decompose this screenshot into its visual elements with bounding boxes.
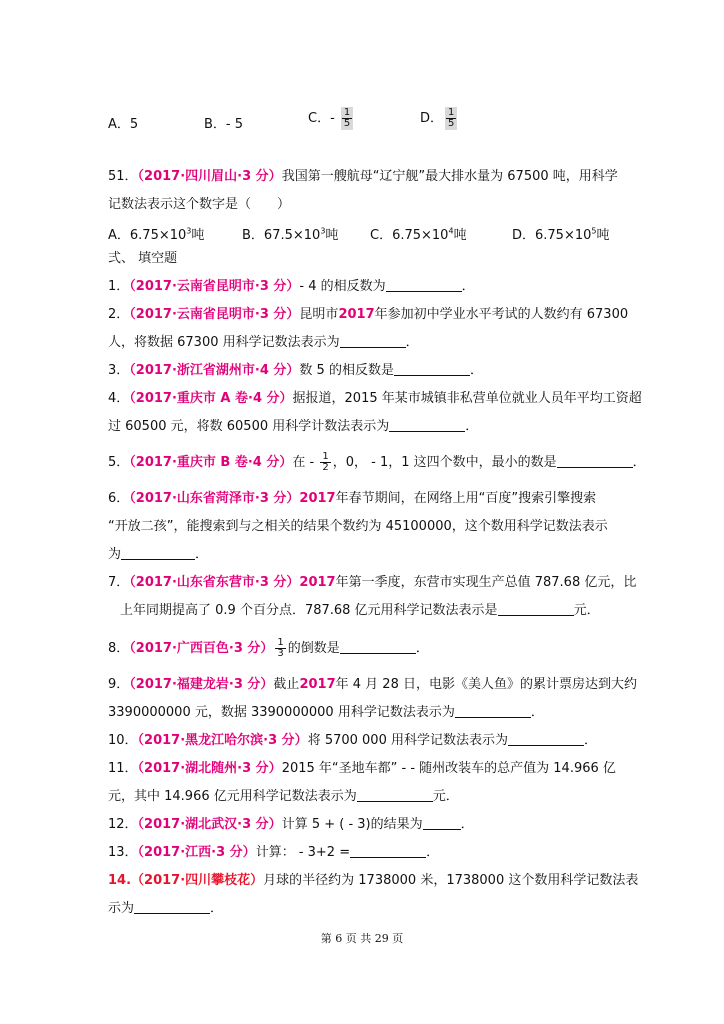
source-tag: （2017·重庆市 A 卷·4 分）	[129, 391, 293, 406]
source-tag: （2017·重庆市 B 卷·4 分）	[129, 455, 293, 470]
source-tag: （2017·黑龙江哈尔滨·3 分）	[137, 733, 308, 748]
item-13: 13．（2017·江西·3 分）计算： - 3+2 = ．	[108, 845, 440, 860]
answer-blank[interactable]	[121, 546, 195, 560]
answer-blank[interactable]	[357, 788, 433, 802]
item-9-line2: 3390000000 元，数据 3390000000 用科学记数法表示为 ．	[108, 705, 544, 720]
page-footer: 第 6 页 共 29 页	[320, 932, 404, 945]
item-10: 10．（2017·黑龙江哈尔滨·3 分）将 5700 000 用科学记数法表示为 ．	[108, 733, 597, 748]
source-tag: （2017·浙江省湖州市·4 分）	[129, 363, 300, 378]
answer-blank[interactable]	[389, 418, 465, 432]
fraction-denominator: 5	[343, 118, 351, 129]
item-4-line2: 过 60500 元，将数 60500 用科学计数法表示为 ．	[108, 419, 479, 434]
q51-option-a: A．$6.75\times 10^3$吨	[108, 226, 205, 243]
answer-blank[interactable]	[386, 278, 462, 292]
answer-blank[interactable]	[340, 334, 406, 348]
fraction-numerator: 1	[343, 107, 351, 118]
q51-option-c: C．$6.75\times 10^4$吨	[370, 226, 467, 243]
item-12: 12．（2017·湖北武汉·3 分）计算 5 + ( - 3)的结果为 ．	[108, 817, 474, 832]
answer-blank[interactable]	[134, 900, 210, 914]
option-d-prefix: D．	[420, 111, 444, 126]
q51-option-b: B．$67.5\times 10^3$吨	[242, 226, 339, 243]
item-7-line1: 7．（2017·山东省东营市·3 分）2017年第一季度，东营市实现生产总值 787.68 亿元，比	[108, 575, 637, 590]
item-6-line1: 6．（2017·山东省菏泽市·3 分）2017年春节期间，在网络上用“百度”搜索引擎搜索	[108, 491, 597, 506]
highlight-year: 2017	[338, 307, 375, 322]
item-2-line1: 2．（2017·云南省昆明市·3 分）昆明市2017年参加初中学业水平考试的人数约有 67300	[108, 307, 629, 322]
source-tag: （2017·湖北随州·3 分）	[137, 761, 282, 776]
source-tag: （2017·广西百色·3 分）	[129, 641, 274, 656]
source-tag: （2017·云南省昆明市·3 分）	[129, 307, 300, 322]
source-tag: （2017·山东省菏泽市·3 分）	[129, 491, 300, 506]
item-2-line2: 人，将数据 67300 用科学记数法表示为 ．	[108, 335, 419, 350]
option-c-prefix: C．-	[308, 111, 339, 126]
item-7-line2: 上年同期提高了 0.9 个百分点．787.68 亿元用科学记数法表示是 元．	[120, 603, 600, 618]
source-tag: 14.（2017·四川攀枝花）	[108, 873, 264, 888]
highlight-year: 2017	[299, 491, 336, 506]
item-14-line2: 示为 ．	[108, 901, 224, 916]
q51-option-d: D．$6.75\times 10^5$吨	[512, 226, 610, 243]
highlight-year: 2017	[299, 575, 336, 590]
item-9-line1: 9．（2017·福建龙岩·3 分）截止2017年 4 月 28 日，电影《美人鱼》的累计票房达到大约	[108, 677, 637, 692]
answer-blank[interactable]	[350, 844, 426, 858]
fraction: $\frac{1}{3}$	[277, 637, 284, 659]
option-b: B．- 5	[204, 117, 244, 132]
source-tag: （2017·四川眉山·3 分）	[137, 169, 282, 184]
source-tag: （2017·江西·3 分）	[137, 845, 256, 860]
item-11-line1: 11．（2017·湖北随州·3 分）2015 年“圣地车都” - - 随州改装车的总产值为 14.966 亿	[108, 761, 616, 776]
answer-blank[interactable]	[340, 640, 416, 654]
item-6-line2: “开放二孩”，能搜索到与之相关的结果个数约为 45100000，这个数用科学记数法表示	[108, 519, 608, 534]
item-8: 8．（2017·广西百色·3 分） $\frac{1}{3}$ 的倒数是 ．	[108, 637, 429, 659]
option-a: A．5	[108, 117, 139, 132]
item-4-line1: 4．（2017·重庆市 A 卷·4 分）据报道，2015 年某市城镇非私营单位就业人员年平均工资超	[108, 391, 642, 406]
answer-blank[interactable]	[508, 732, 584, 746]
answer-blank[interactable]	[423, 816, 461, 830]
answer-blank[interactable]	[557, 454, 633, 468]
question-text: 我国第一艘航母“辽宁舰”最大排水量为 67500 吨，用科学	[281, 169, 618, 184]
answer-blank[interactable]	[498, 602, 574, 616]
source-tag: （2017·湖北武汉·3 分）	[137, 817, 282, 832]
option-c	[308, 107, 355, 130]
section-title: 弍、 填空题	[108, 251, 178, 266]
option-d	[420, 107, 459, 130]
item-6-line3: 为 ．	[108, 547, 209, 562]
option-c-fraction	[341, 107, 353, 130]
fraction-denominator: 5	[448, 118, 455, 129]
question-51-line2: 记数法表示这个数字是（ ）	[108, 197, 291, 212]
item-5: 5．（2017·重庆市 B 卷·4 分）在 - $\frac{1}{2}$ ，0， - 1，1 这四个数中，最小的数是 ．	[108, 451, 646, 473]
source-tag: （2017·云南省昆明市·3 分）	[129, 279, 300, 294]
source-tag: （2017·福建龙岩·3 分）	[129, 677, 274, 692]
fraction-numerator: 1	[448, 107, 455, 118]
item-3: 3．（2017·浙江省湖州市·4 分）数 5 的相反数是 ．	[108, 363, 483, 378]
answer-blank[interactable]	[455, 704, 531, 718]
item-11-line2: 元，其中 14.966 亿元用科学记数法表示为 元．	[108, 789, 459, 804]
item-14-line1: 14.（2017·四川攀枝花）月球的半径约为 1738000 米，1738000 这个数用科学记数法表	[108, 873, 639, 888]
option-d-fraction	[445, 107, 457, 130]
highlight-year: 2017	[299, 677, 336, 692]
item-1: 1．（2017·云南省昆明市·3 分）- 4 的相反数为 ．	[108, 279, 475, 294]
source-tag: （2017·山东省东营市·3 分）	[129, 575, 300, 590]
answer-blank[interactable]	[394, 362, 470, 376]
fraction: $\frac{1}{2}$	[322, 451, 329, 473]
question-number: 51．	[108, 169, 138, 184]
question-51-line1	[108, 168, 618, 186]
